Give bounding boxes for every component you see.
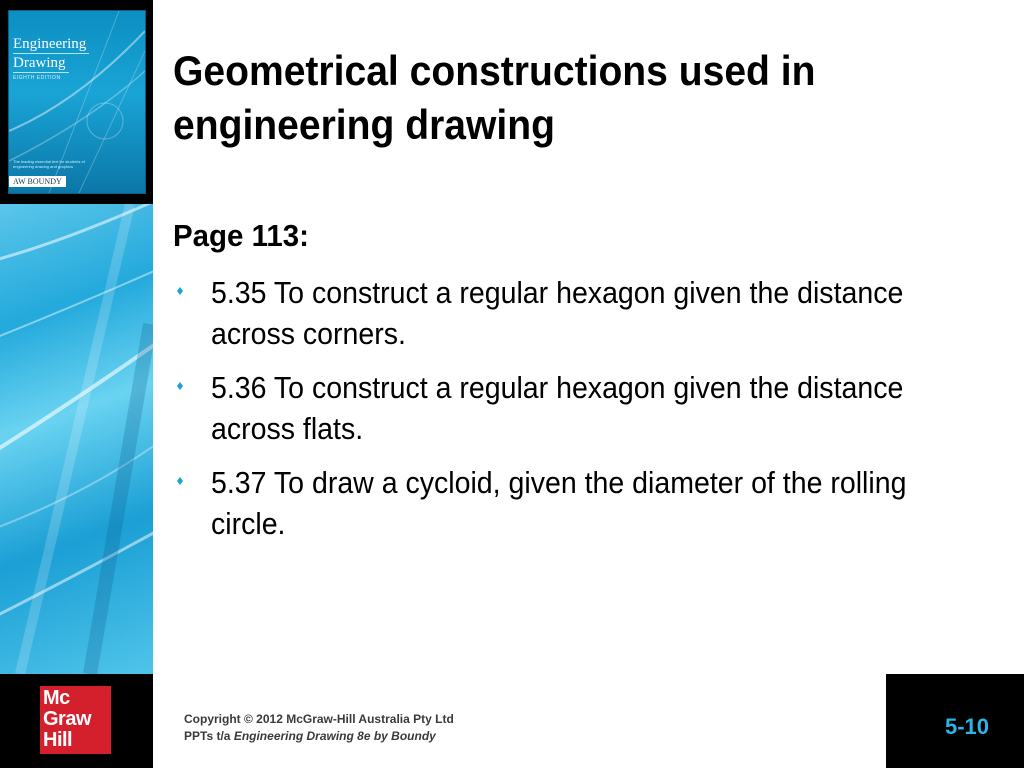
bullet-text: 5.36 To construct a regular hexagon given the distance across flats. (211, 370, 904, 446)
left-decorative-column (0, 0, 153, 674)
slide-title: Geometrical constructions used in engineering drawing (173, 47, 816, 148)
book-cover-image (8, 10, 146, 194)
book-title-line1: Engineering (13, 35, 89, 54)
book-title (13, 35, 89, 73)
book-title-line2: Drawing (13, 54, 69, 73)
light-streaks-decoration (0, 204, 153, 674)
diamond-bullet-icon (177, 477, 183, 485)
bullet-list (173, 272, 973, 557)
bullet-text: 5.35 To construct a regular hexagon given the distance across corners. (211, 275, 904, 351)
list-item (173, 272, 973, 354)
copyright-line: Copyright © 2012 McGraw-Hill Australia Pty Ltd (184, 712, 454, 726)
section-heading: Page 113: (173, 218, 309, 253)
bullet-text: 5.37 To draw a cycloid, given the diameter of the rolling circle. (211, 465, 907, 541)
mcgraw-hill-logo: Mc Graw Hill (40, 686, 111, 754)
diamond-bullet-icon (177, 382, 183, 390)
slide-number: 5-10 (945, 714, 990, 739)
attribution-line: PPTs t/a Engineering Drawing 8e by Boundy (184, 729, 436, 743)
book-author: AW BOUNDY (9, 176, 66, 187)
list-item (173, 462, 973, 544)
book-tagline: The leading essential text for students of engineering drawing and graphics (13, 159, 85, 169)
diamond-bullet-icon (177, 287, 183, 295)
list-item (173, 367, 973, 449)
book-edition: EIGHTH EDITION (13, 75, 61, 81)
copyright-notice (184, 711, 454, 745)
